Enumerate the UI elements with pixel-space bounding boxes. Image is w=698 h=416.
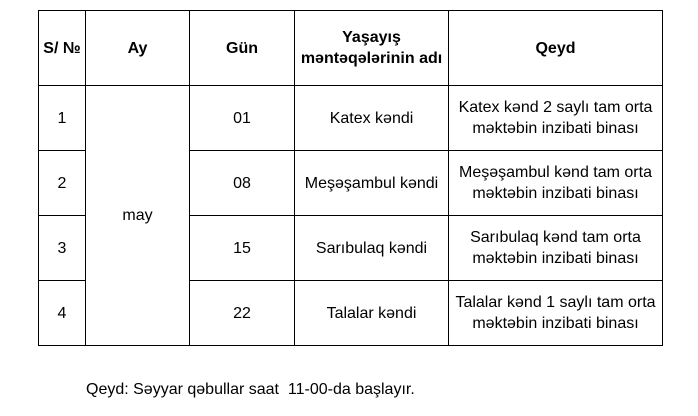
- header-day: [190, 11, 295, 86]
- header-note: [449, 11, 663, 86]
- header-month-label: Ay: [127, 39, 148, 57]
- cell-day: 22: [190, 281, 295, 346]
- cell-settlement: Katex kəndi: [295, 86, 449, 151]
- header-settlement: [295, 11, 449, 86]
- cell-settlement: Talalar kəndi: [295, 281, 449, 346]
- header-note-label: Qeyd: [535, 39, 576, 57]
- header-month: [86, 11, 190, 86]
- cell-note: Meşəşambul kənd tam orta məktəbin inzibati binası: [449, 151, 663, 216]
- cell-sn: 1: [39, 86, 86, 151]
- cell-day: 15: [190, 216, 295, 281]
- table-header-row: [39, 11, 663, 86]
- header-sn-label: S/ №: [43, 39, 81, 57]
- table-row: [39, 86, 663, 151]
- reception-schedule-table: [38, 10, 663, 346]
- cell-day: 01: [190, 86, 295, 151]
- footer-note: Qeyd: Səyyar qəbullar saat 11-00-da başlayır.: [86, 381, 415, 398]
- cell-note: Sarıbulaq kənd tam orta məktəbin inzibati binası: [449, 216, 663, 281]
- cell-sn: 4: [39, 281, 86, 346]
- header-day-label: Gün: [226, 39, 258, 57]
- cell-settlement: Meşəşambul kəndi: [295, 151, 449, 216]
- cell-settlement: Sarıbulaq kəndi: [295, 216, 449, 281]
- header-sn: [39, 11, 86, 86]
- cell-day: 08: [190, 151, 295, 216]
- header-settlement-label: Yaşayış məntəqələrinin adı: [300, 29, 443, 67]
- cell-sn: 2: [39, 151, 86, 216]
- cell-sn: 3: [39, 216, 86, 281]
- cell-month: may: [86, 86, 190, 346]
- cell-note: Katex kənd 2 saylı tam orta məktəbin inzibati binası: [449, 86, 663, 151]
- cell-note: Talalar kənd 1 saylı tam orta məktəbin inzibati binası: [449, 281, 663, 346]
